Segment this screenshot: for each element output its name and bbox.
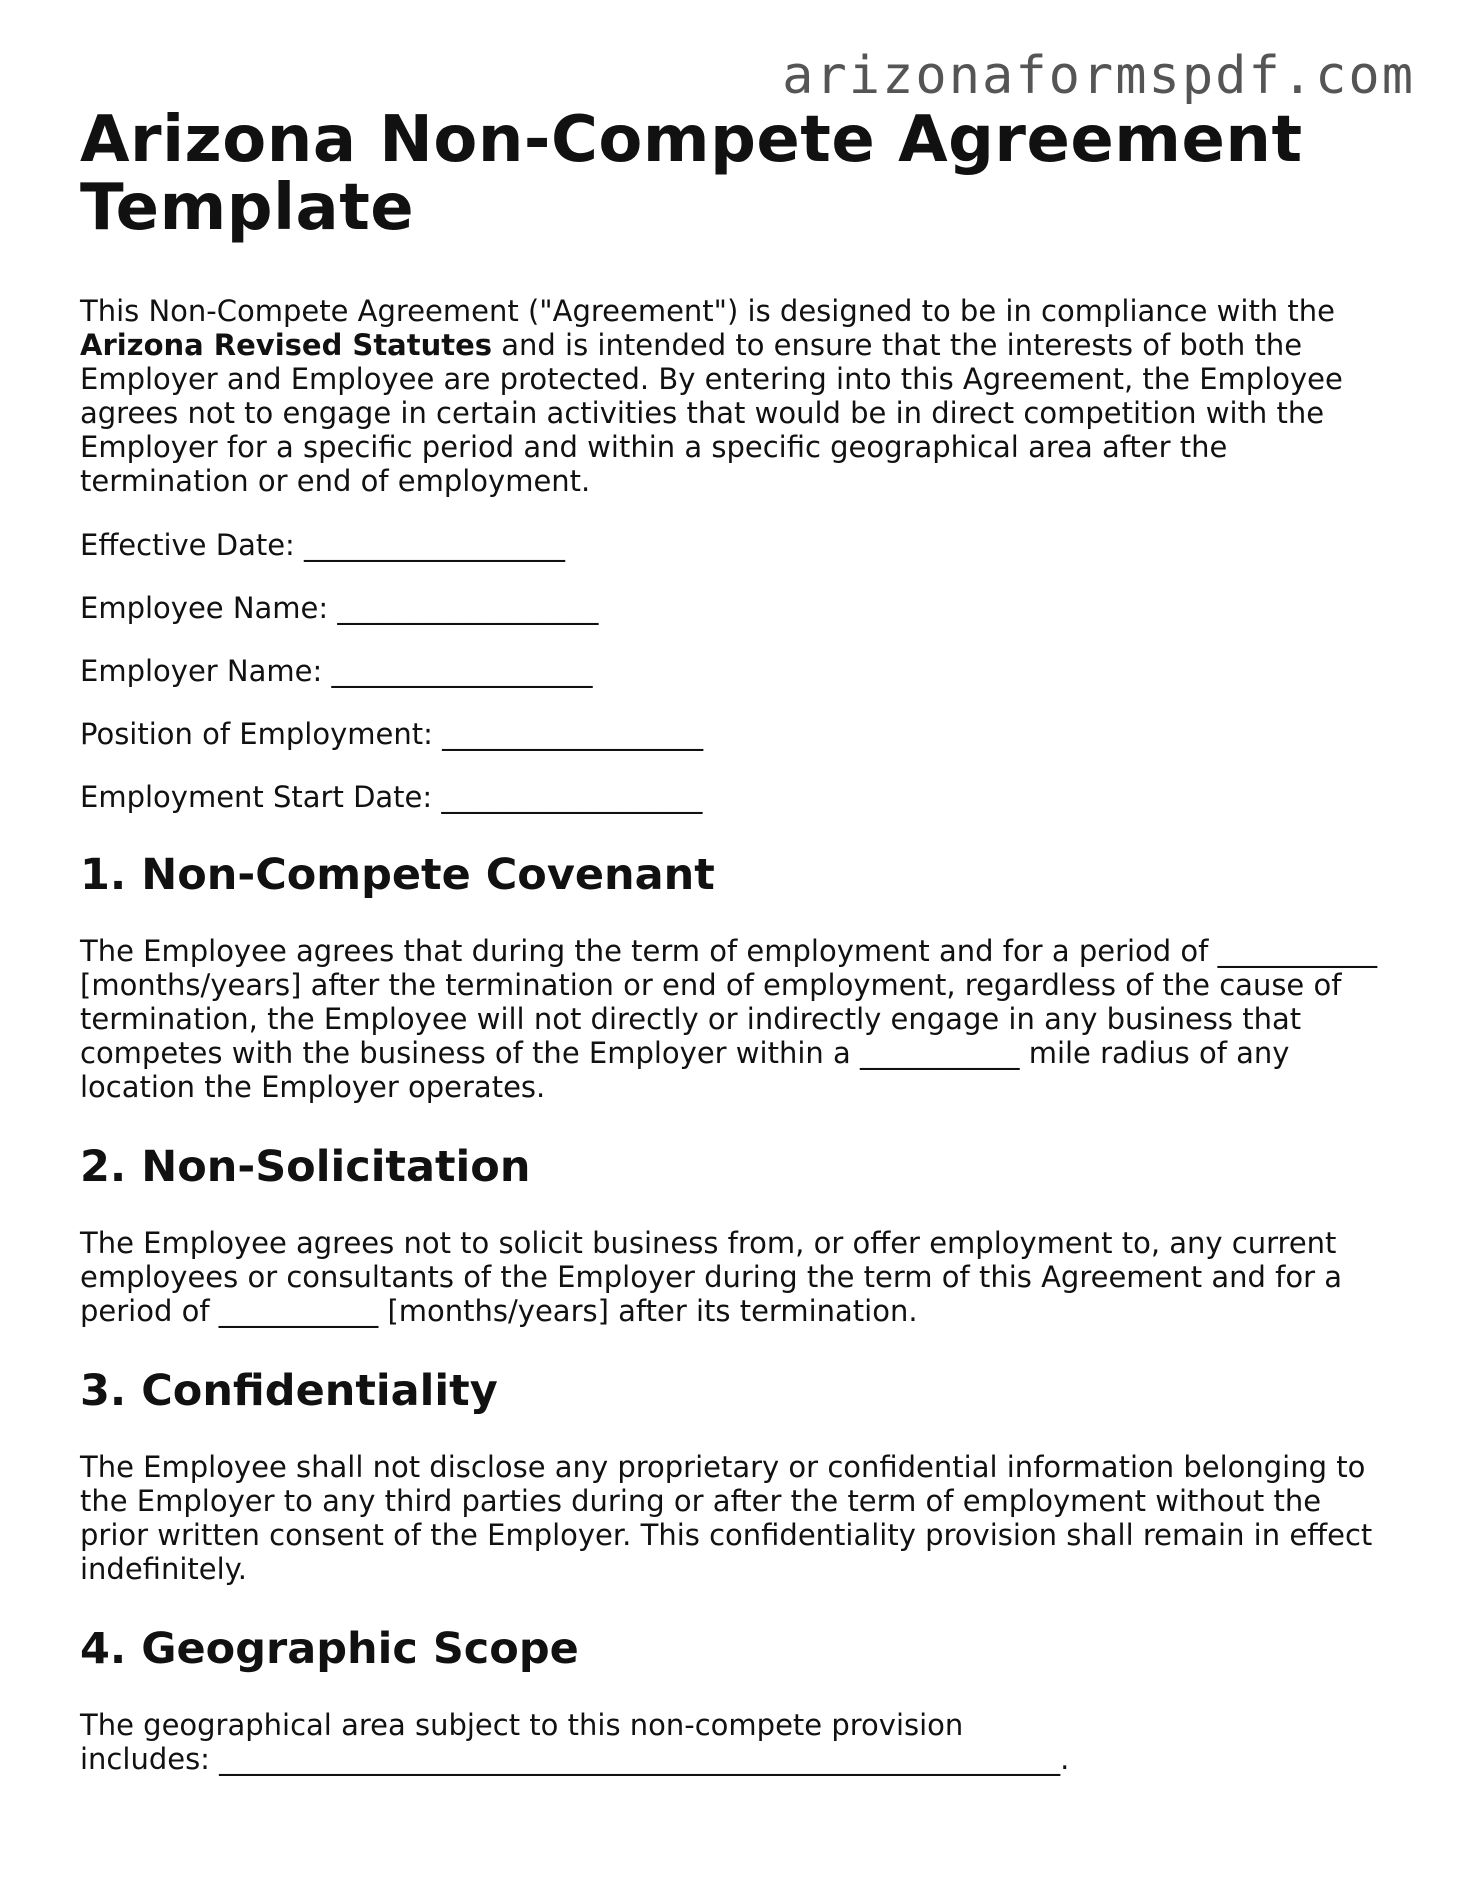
field-label: Effective Date: <box>80 528 295 562</box>
section-heading: 1. Non-Compete Covenant <box>80 850 715 900</box>
field-label: Employer Name: <box>80 654 323 688</box>
section-geographic-scope <box>80 1624 1380 1776</box>
site-watermark: arizonaformspdf.com <box>782 46 1415 106</box>
field-label: Employment Start Date: <box>80 780 433 814</box>
field-position <box>80 717 1380 751</box>
section-text: The geographical area subject to this non-compete provision includes: __________________________________________________________. <box>80 1708 1070 1776</box>
field-employee-name <box>80 591 1380 625</box>
document-page <box>80 103 1380 1814</box>
intro-paragraph <box>80 294 1370 498</box>
field-blank[interactable]: __________________ <box>304 528 566 562</box>
field-start-date <box>80 780 1380 814</box>
intro-statute-name: Arizona Revised Statutes <box>80 328 493 362</box>
document-title: Arizona Non-Compete Agreement Template <box>80 103 1303 245</box>
field-blank[interactable]: __________________ <box>442 717 704 751</box>
field-blank[interactable]: __________________ <box>337 591 599 625</box>
section-text: The Employee shall not disclose any proprietary or confidential information belonging to the Employer to any third parties during or after the term of employment without the prior written consent of the Employer. This confidentiality provision shall remain in effect indefinitely. <box>80 1450 1373 1586</box>
section-heading: 3. Confidentiality <box>80 1366 498 1416</box>
section-heading: 4. Geographic Scope <box>80 1624 579 1674</box>
intro-text-end: and is intended to ensure that the interests of both the Employer and Employee are protected. By entering into this Agreement, the Employee agrees not to engage in certain activities that would be in direct competition with the Employer for a specific period and within a specific geographical area after the termination or end of employment. <box>80 328 1343 498</box>
section-text: The Employee agrees not to solicit business from, or offer employment to, any current employees or consultants of the Employer during the term of this Agreement and for a period of ___________ [months/years] after its termination. <box>80 1226 1342 1328</box>
field-effective-date <box>80 528 1380 562</box>
section-non-compete <box>80 850 1380 1104</box>
field-label: Position of Employment: <box>80 717 433 751</box>
field-blank[interactable]: __________________ <box>331 654 593 688</box>
section-confidentiality <box>80 1366 1380 1586</box>
intro-text-start: This Non-Compete Agreement ("Agreement") is designed to be in compliance with the <box>80 294 1336 328</box>
section-heading: 2. Non-Solicitation <box>80 1142 531 1192</box>
field-label: Employee Name: <box>80 591 329 625</box>
field-employer-name <box>80 654 1380 688</box>
section-non-solicitation <box>80 1142 1380 1328</box>
section-text: The Employee agrees that during the term of employment and for a period of ___________ [months/years] after the termination or end of employment, regardless of the cause of termination, the Employee will not directly or indirectly engage in any business that competes with the business of the Employer within a ___________ mile radius of any location the Employer operates. <box>80 934 1378 1104</box>
field-blank[interactable]: __________________ <box>441 780 703 814</box>
